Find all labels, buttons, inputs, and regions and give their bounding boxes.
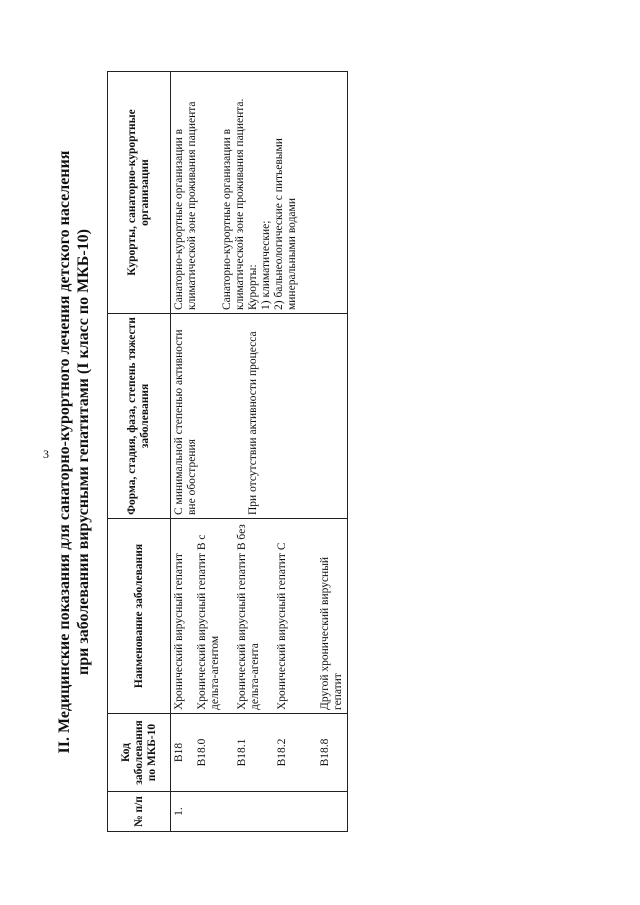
document-title	[55, 72, 93, 832]
header-num: № п/п	[108, 792, 171, 832]
resorts-line: Курорты:	[247, 264, 259, 310]
code-b18-0: B18.0	[196, 738, 208, 767]
code-b18: B18	[173, 742, 185, 763]
resorts-text: Санаторно-курортные организации в климатической зоне проживания пациента	[173, 101, 198, 310]
indications-table	[107, 71, 348, 832]
rotated-page-content	[55, 72, 385, 832]
title-line-1: II. Медицинские показания для санаторно-курортного лечения детского населения	[56, 150, 73, 754]
names-cell	[171, 519, 348, 714]
page-number: 3	[43, 447, 49, 461]
forms-cell	[171, 314, 348, 519]
resorts-cell	[171, 72, 348, 314]
header-resorts: Курорты, санаторно-курортные организации	[108, 72, 171, 314]
title-line-2: при заболевании вирусными гепатитами (I класс по МКБ-10)	[75, 228, 92, 676]
disease-name: Хронический вирусный гепатит C	[276, 542, 288, 710]
row-number: 1.	[171, 792, 348, 832]
codes-cell	[171, 714, 348, 792]
header-name: Наименование заболевания	[108, 519, 171, 714]
resorts-text	[221, 75, 299, 310]
disease-name: Хронический вирусный гепатит B с дельта-агентом	[196, 534, 221, 710]
header-code: Код заболевания по МКБ-10	[108, 714, 171, 792]
code-b18-1: B18.1	[236, 738, 248, 767]
header-form: Форма, стадия, фаза, степень тяжести заболевания	[108, 314, 171, 519]
table-header-row	[108, 72, 171, 832]
form-stage-text: При отсутствии активности процесса	[247, 331, 259, 515]
disease-name: Хронический вирусный гепатит	[173, 553, 185, 710]
code-b18-2: B18.2	[276, 738, 288, 767]
table-row	[171, 72, 348, 832]
form-stage-text: С минимальной степенью активности вне обострения	[173, 329, 198, 515]
resorts-line: 1) климатические;	[260, 220, 272, 310]
code-b18-8: B18.8	[319, 738, 331, 767]
disease-name: Другой хронический вирусный гепатит	[319, 556, 344, 710]
resorts-line: Санаторно-курортные организации в климатической зоне проживания пациента.	[221, 98, 246, 310]
disease-name: Хронический вирусный гепатит B без дельта-агента	[236, 524, 261, 710]
resorts-line: 2) бальнеологические с питьевыми минеральными водами	[273, 138, 298, 310]
